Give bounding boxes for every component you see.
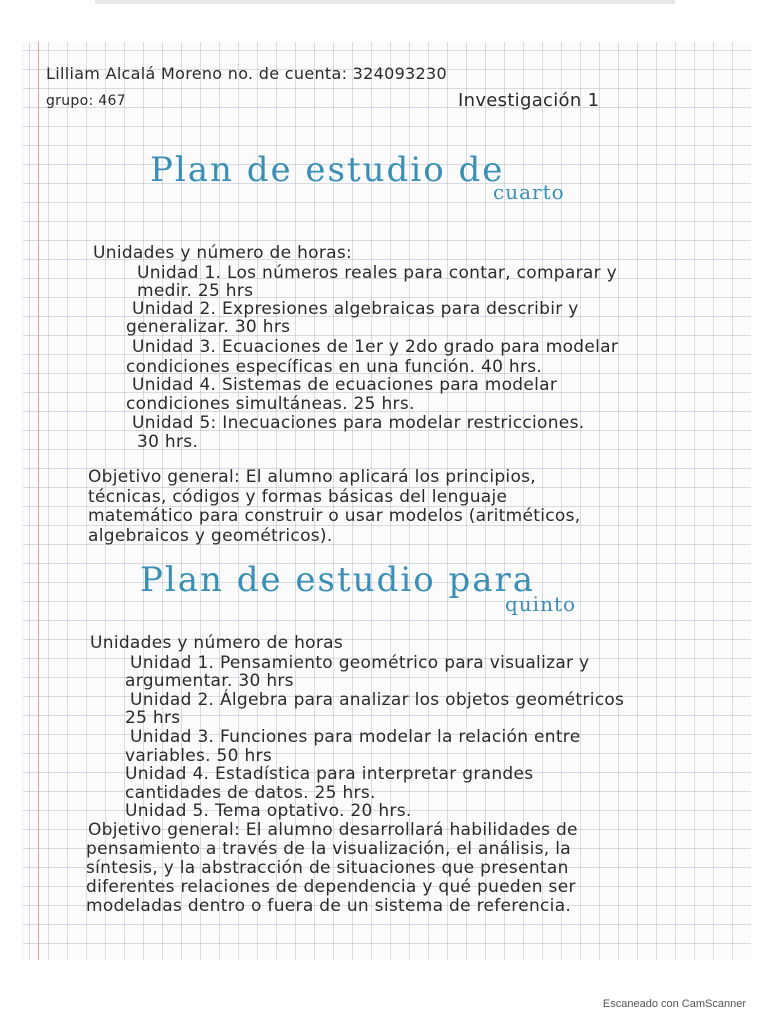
plan5-unit-line: Unidad 4. Estadística para interpretar grandes (125, 764, 534, 784)
plan4-unit-line: Unidad 4. Sistemas de ecuaciones para modelar (132, 375, 558, 395)
plan5-unit-line: cantidades de datos. 25 hrs. (125, 783, 376, 803)
camscanner-watermark: Escaneado con CamScanner (602, 998, 746, 1010)
page-margin-line (38, 42, 39, 960)
plan4-objective-line: Objetivo general: El alumno aplicará los principios, (88, 467, 537, 487)
plan5-objective-line: Objetivo general: El alumno desarrollará habilidades de (88, 820, 578, 840)
plan5-title: Plan de estudio para (140, 560, 536, 600)
plan5-unit-line: 25 hrs (125, 708, 181, 728)
plan5-unit-line: Unidad 3. Funciones para modelar la relación entre (130, 727, 581, 747)
plan5-objective-line: modeladas dentro o fuera de un sistema de referencia. (86, 896, 572, 916)
plan4-unit-line: Unidad 5: Inecuaciones para modelar restricciones. (132, 413, 585, 433)
investigation-title: Investigación 1 (458, 90, 600, 111)
plan4-unit-line: generalizar. 30 hrs (126, 317, 291, 337)
plan5-unit-line: Unidad 2. Álgebra para analizar los objetos geométricos (130, 690, 625, 710)
plan5-subtitle: quinto (505, 592, 577, 616)
plan5-objective-line: pensamiento a través de la visualización, el análisis, la (86, 839, 571, 859)
plan4-unit-line: 30 hrs. (137, 432, 199, 452)
group-number: grupo: 467 (46, 93, 126, 109)
plan4-unit-line: Unidad 3. Ecuaciones de 1er y 2do grado para modelar (132, 337, 619, 357)
plan4-objective-line: matemático para construir o usar modelos (aritméticos, (88, 506, 581, 526)
plan5-unit-line: Unidad 5. Tema optativo. 20 hrs. (125, 801, 412, 821)
plan5-unit-line: Unidad 1. Pensamiento geométrico para visualizar y (130, 653, 590, 673)
plan5-unit-line: argumentar. 30 hrs (125, 671, 294, 691)
plan5-objective-line: síntesis, y la abstracción de situaciones que presentan (86, 858, 569, 878)
plan5-units-heading: Unidades y número de horas (90, 633, 344, 653)
plan4-subtitle: cuarto (493, 180, 565, 204)
plan5-objective-line: diferentes relaciones de dependencia y qué pueden ser (86, 877, 576, 897)
plan4-unit-line: condiciones específicas en una función. 40 hrs. (126, 357, 543, 377)
plan4-objective-line: algebraicos y geométricos). (88, 526, 333, 546)
plan4-units-heading: Unidades y número de horas: (93, 243, 353, 263)
plan4-unit-line: Unidad 2. Expresiones algebraicas para describir y (132, 299, 579, 319)
plan5-unit-line: variables. 50 hrs (125, 746, 273, 766)
scan-top-edge (95, 0, 675, 4)
plan4-unit-line: medir. 25 hrs (137, 281, 254, 301)
plan4-unit-line: Unidad 1. Los números reales para contar, comparar y (137, 263, 617, 283)
plan4-objective-line: técnicas, códigos y formas básicas del lenguaje (88, 487, 508, 507)
plan4-unit-line: condiciones simultáneas. 25 hrs. (126, 394, 415, 414)
student-name-account: Lilliam Alcalá Moreno no. de cuenta: 324093230 (46, 64, 447, 83)
plan4-title: Plan de estudio de (150, 150, 505, 190)
